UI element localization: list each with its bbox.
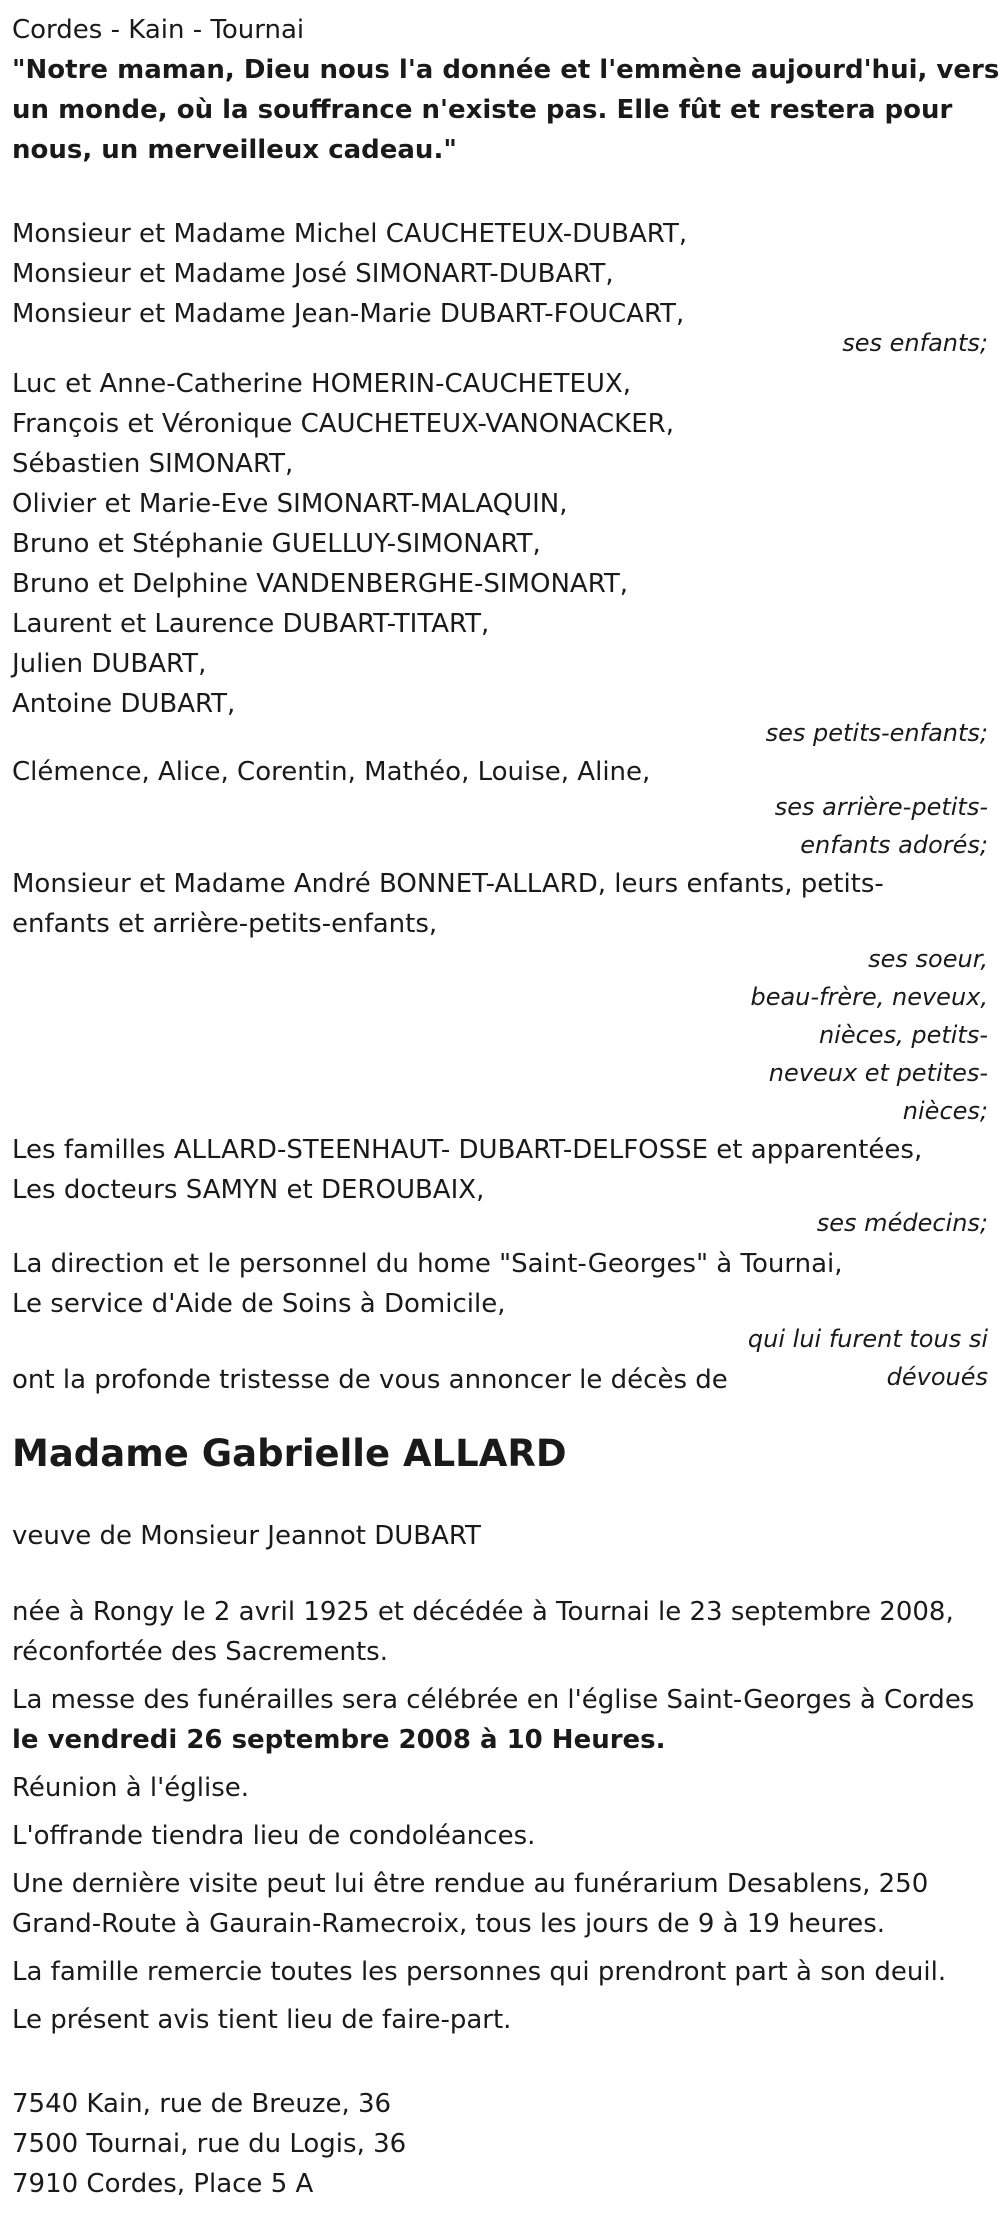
relation-label: ses enfants; (842, 329, 988, 357)
family-line: Olivier et Marie-Eve SIMONART-MALAQUIN, (12, 489, 568, 519)
funeral-mass-date (12, 1720, 988, 1760)
relation-label: ses soeur, (868, 945, 988, 973)
deceased-name: Madame Gabrielle ALLARD (12, 1432, 567, 1475)
family-line: Monsieur et Madame Jean-Marie DUBART-FOUCART, (12, 299, 685, 329)
family-line: Luc et Anne-Catherine HOMERIN-CAUCHETEUX, (12, 369, 632, 399)
family-line: Les docteurs SAMYN et DEROUBAIX, (12, 1175, 485, 1205)
address-line: 7540 Kain, rue de Breuze, 36 (12, 2089, 392, 2119)
address-line: 7500 Tournai, rue du Logis, 36 (12, 2129, 407, 2159)
thanks-text: La famille remercie toutes les personnes qui prendront part à son deuil. (12, 1957, 947, 1987)
relation-label: ses petits-enfants; (765, 719, 988, 747)
memorial-quote: "Notre maman, Dieu nous l'a donnée et l'emmène aujourd'hui, vers un monde, où la souffrance n'existe pas. Elle fût et restera pour nous, un merveilleux cadeau." (12, 55, 1000, 165)
family-line: Laurent et Laurence DUBART-TITART, (12, 609, 490, 639)
relation-label: dévoués (886, 1363, 988, 1391)
relation-label: neveux et petites- (768, 1059, 988, 1087)
announcement-text: ont la profonde tristesse de vous annoncer le décès de (12, 1365, 728, 1395)
relation-label: ses médecins; (816, 1209, 988, 1237)
funeral-mass-text: La messe des funérailles sera célébrée en l'église Saint-Georges à Cordes (12, 1685, 975, 1715)
offering-text: L'offrande tiendra lieu de condoléances. (12, 1821, 536, 1851)
family-line: Bruno et Stéphanie GUELLUY-SIMONART, (12, 529, 541, 559)
family-line: Le service d'Aide de Soins à Domicile, (12, 1289, 506, 1319)
visit-text: Une dernière visite peut lui être rendue au funérarium Desablens, 250 Grand-Route à Gaurain-Ramecroix, tous les jours de 9 à 19 heures. (12, 1869, 929, 1939)
widow-line: veuve de Monsieur Jeannot DUBART (12, 1521, 481, 1551)
children-block (12, 214, 988, 362)
relation-label: enfants adorés; (800, 831, 988, 859)
notice-text: Le présent avis tient lieu de faire-part. (12, 2005, 512, 2035)
family-line: Monsieur et Madame Michel CAUCHETEUX-DUBART, (12, 219, 688, 249)
family-line: Clémence, Alice, Corentin, Mathéo, Louise, Aline, (12, 757, 651, 787)
family-line: Sébastien SIMONART, (12, 449, 294, 479)
family-line: Monsieur et Madame José SIMONART-DUBART, (12, 259, 614, 289)
relation-label: qui lui furent tous si (747, 1325, 988, 1353)
siblings-block (12, 864, 988, 1130)
mass-date-bold: le vendredi 26 septembre 2008 à 10 Heures. (12, 1725, 666, 1755)
relation-label: ses arrière-petits- (774, 793, 988, 821)
relation-label: nièces, petits- (818, 1021, 988, 1049)
family-line: Antoine DUBART, (12, 689, 236, 719)
grandchildren-block (12, 364, 988, 752)
families-block (12, 1130, 988, 1170)
birth-death-text: née à Rongy le 2 avril 1925 et décédée à Tournai le 23 septembre 2008, réconfortée des Sacrements. (12, 1597, 954, 1667)
relation-label: nièces; (902, 1097, 988, 1125)
relation-label: beau-frère, neveux, (750, 983, 988, 1011)
address-line: 7910 Cordes, Place 5 A (12, 2169, 314, 2199)
family-line: Les familles ALLARD-STEENHAUT- DUBART-DELFOSSE et apparentées, (12, 1135, 923, 1165)
great-grandchildren-block (12, 752, 988, 864)
family-line: François et Véronique CAUCHETEUX-VANONACKER, (12, 409, 674, 439)
family-line: Bruno et Delphine VANDENBERGHE-SIMONART, (12, 569, 629, 599)
family-line: La direction et le personnel du home "Saint-Georges" à Tournai, (12, 1249, 843, 1279)
location-line: Cordes - Kain - Tournai (12, 15, 305, 45)
addresses-block (12, 2084, 988, 2204)
meeting-text: Réunion à l'église. (12, 1773, 250, 1803)
family-line: Monsieur et Madame André BONNET-ALLARD, leurs enfants, petits-enfants et arrière-petits-enfants, (12, 869, 884, 939)
family-line: Julien DUBART, (12, 649, 207, 679)
care-block (12, 1244, 988, 1400)
doctors-block (12, 1170, 988, 1242)
